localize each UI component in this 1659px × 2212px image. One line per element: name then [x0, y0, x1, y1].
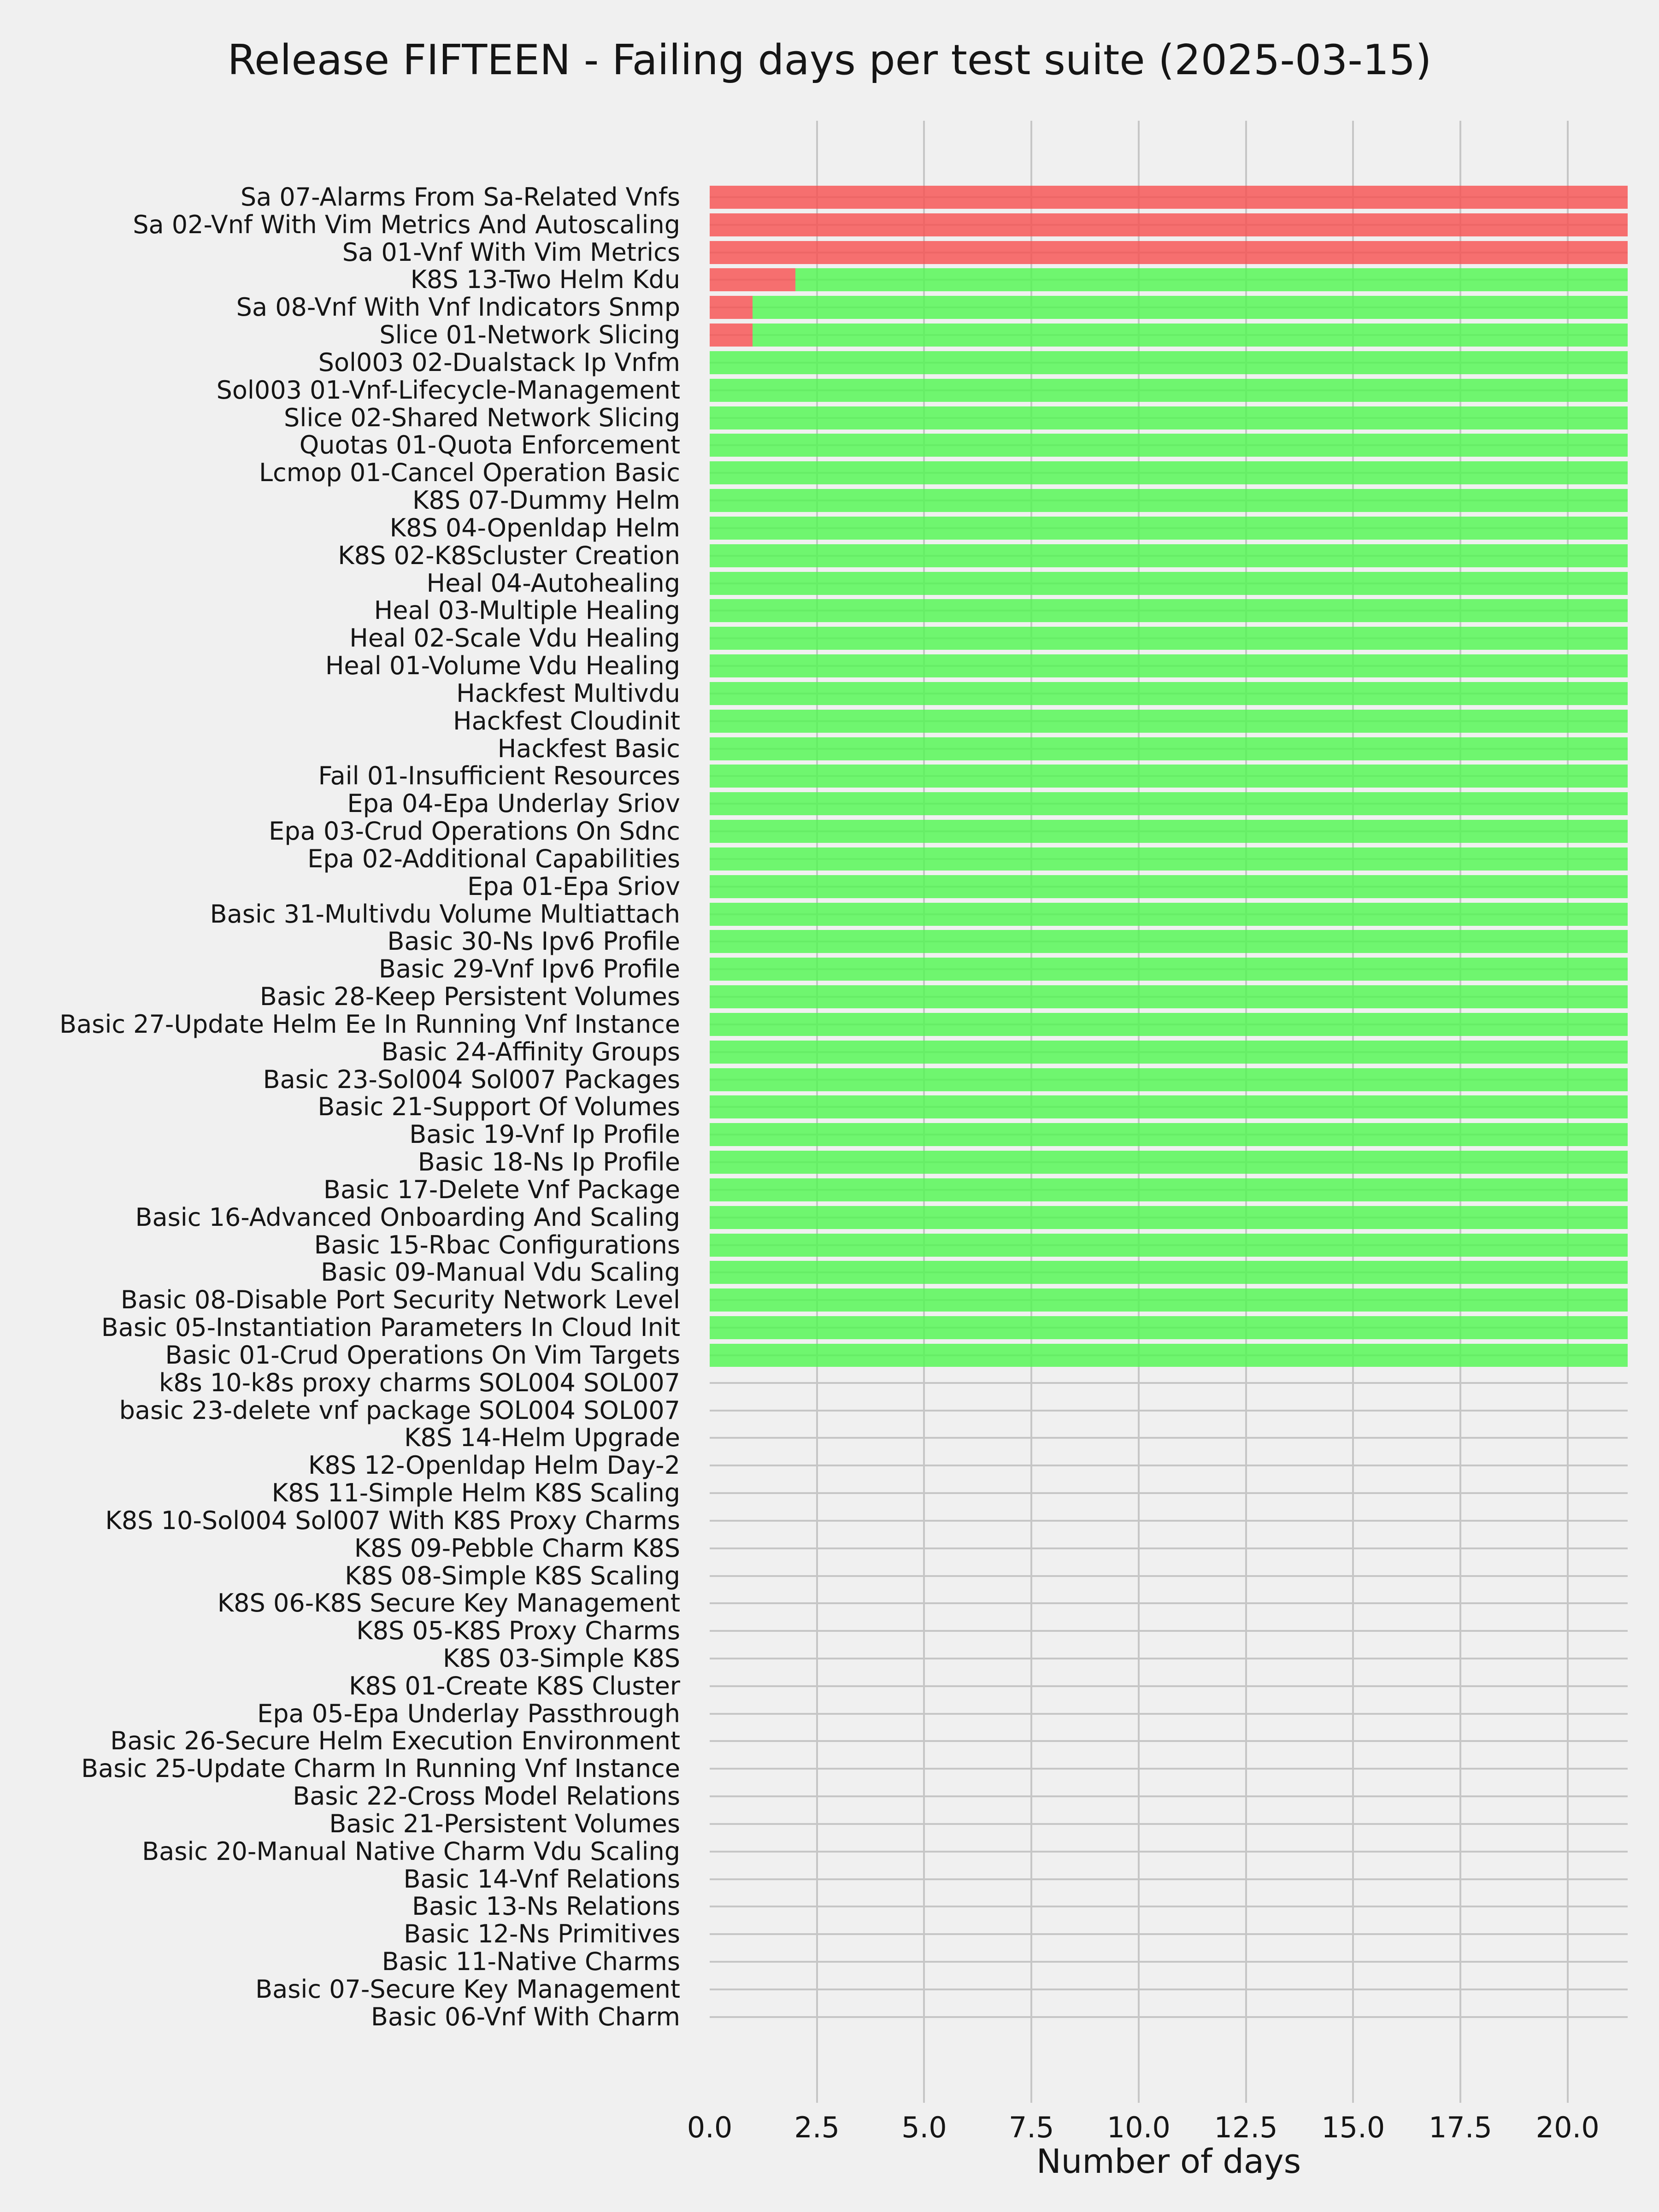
y-axis-tick-label: K8S 10-Sol004 Sol007 With K8S Proxy Charms — [105, 1506, 680, 1535]
bar-failing-segment — [710, 268, 795, 291]
y-axis-tick-label: K8S 13-Two Helm Kdu — [410, 265, 680, 294]
bar-passing-segment — [710, 1095, 1628, 1118]
y-axis-tick-label: Epa 01-Epa Sriov — [467, 871, 680, 901]
y-axis-tick-label: Basic 14-Vnf Relations — [403, 1864, 680, 1894]
bar-passing-segment — [710, 792, 1628, 815]
bar-passing-segment — [710, 627, 1628, 650]
bar-passing-segment — [710, 682, 1628, 705]
gridline-horizontal — [710, 1382, 1628, 1384]
y-axis-tick-label: Basic 25-Update Charm In Running Vnf Instance — [81, 1754, 680, 1783]
bar-passing-segment — [795, 268, 1628, 291]
y-axis-tick-label: Fail 01-Insufficient Resources — [318, 761, 680, 791]
x-axis-tick-label: 7.5 — [1008, 2111, 1054, 2144]
y-axis-tick-label: Basic 07-Secure Key Management — [255, 1974, 680, 2004]
bar-passing-segment — [710, 489, 1628, 512]
y-axis-tick-label: K8S 03-Simple K8S — [442, 1643, 680, 1673]
y-axis-tick-label: Basic 11-Native Charms — [382, 1947, 680, 1977]
gridline-horizontal — [710, 2016, 1628, 2018]
y-axis-tick-label: K8S 11-Simple Helm K8S Scaling — [271, 1478, 680, 1507]
bar-passing-segment — [753, 296, 1628, 319]
y-axis-tick-label: Basic 24-Affinity Groups — [381, 1037, 680, 1066]
bar-passing-segment — [710, 406, 1628, 429]
bar-passing-segment — [710, 1234, 1628, 1257]
y-axis-tick-label: K8S 07-Dummy Helm — [412, 486, 680, 515]
y-axis-tick-label: Heal 02-Scale Vdu Healing — [349, 624, 680, 653]
bar-passing-segment — [710, 1344, 1628, 1367]
y-axis-tick-label: Lcmop 01-Cancel Operation Basic — [259, 458, 680, 488]
gridline-horizontal — [710, 1795, 1628, 1797]
plot-area — [710, 121, 1628, 2103]
gridline-horizontal — [710, 1630, 1628, 1632]
bar-passing-segment — [710, 847, 1628, 871]
bar-failing-segment — [710, 296, 753, 319]
y-axis-tick-label: Sol003 02-Dualstack Ip Vnfm — [318, 347, 680, 377]
gridline-horizontal — [710, 1547, 1628, 1549]
y-axis-tick-label: Basic 28-Keep Persistent Volumes — [259, 982, 680, 1012]
y-axis-tick-label: Basic 09-Manual Vdu Scaling — [321, 1258, 680, 1287]
y-axis-tick-label: Basic 22-Cross Model Relations — [293, 1782, 680, 1811]
bar-failing-segment — [710, 324, 753, 347]
y-axis-tick-label: Basic 30-Ns Ipv6 Profile — [387, 927, 680, 956]
y-axis-tick-label: Basic 21-Persistent Volumes — [329, 1809, 680, 1838]
y-axis-tick-label: Sa 02-Vnf With Vim Metrics And Autoscaling — [133, 210, 680, 239]
gridline-horizontal — [710, 1768, 1628, 1770]
y-axis-tick-label: Basic 20-Manual Native Charm Vdu Scaling — [142, 1836, 680, 1866]
bar-passing-segment — [710, 1013, 1628, 1036]
y-axis-tick-label: Slice 01-Network Slicing — [379, 320, 680, 350]
gridline-horizontal — [710, 1933, 1628, 1935]
bar-passing-segment — [710, 985, 1628, 1008]
x-axis-tick-label: 17.5 — [1428, 2111, 1492, 2144]
y-axis-tick-label: Basic 29-Vnf Ipv6 Profile — [378, 954, 680, 984]
y-axis-tick-label: Basic 23-Sol004 Sol007 Packages — [263, 1065, 680, 1094]
y-axis-tick-label: K8S 05-K8S Proxy Charms — [356, 1616, 680, 1646]
y-axis-tick-label: Slice 02-Shared Network Slicing — [284, 403, 680, 432]
bar-passing-segment — [710, 820, 1628, 843]
y-axis-tick-label: Basic 15-Rbac Configurations — [314, 1230, 680, 1259]
x-axis-tick-label: 20.0 — [1535, 2111, 1600, 2144]
gridline-horizontal — [710, 1740, 1628, 1742]
y-axis-tick-label: Basic 21-Support Of Volumes — [318, 1092, 680, 1122]
y-axis-tick-label: K8S 04-Openldap Helm — [389, 513, 680, 542]
x-axis-tick-label: 5.0 — [901, 2111, 947, 2144]
bar-passing-segment — [710, 379, 1628, 402]
gridline-horizontal — [710, 1961, 1628, 1963]
bar-passing-segment — [710, 875, 1628, 898]
y-axis-tick-label: Basic 27-Update Helm Ee In Running Vnf Instance — [59, 1009, 680, 1039]
y-axis-tick-label: K8S 12-Openldap Helm Day-2 — [308, 1451, 680, 1480]
gridline-horizontal — [710, 1823, 1628, 1825]
gridline-horizontal — [710, 1988, 1628, 1990]
x-axis-tick-label: 12.5 — [1214, 2111, 1278, 2144]
y-axis-tick-label: Heal 04-Autohealing — [426, 568, 680, 598]
gridline-horizontal — [710, 1492, 1628, 1494]
bar-passing-segment — [710, 1288, 1628, 1312]
chart-title: Release FIFTEEN - Failing days per test suite (2025-03-15) — [227, 36, 1432, 84]
y-axis-tick-label: Basic 17-Delete Vnf Package — [323, 1175, 680, 1204]
y-axis-tick-label: Hackfest Cloudinit — [453, 706, 680, 735]
y-axis-tick-label: basic 23-delete vnf package SOL004 SOL007 — [119, 1395, 680, 1425]
bar-passing-segment — [710, 1068, 1628, 1091]
bar-passing-segment — [710, 517, 1628, 540]
bar-passing-segment — [710, 461, 1628, 484]
gridline-horizontal — [710, 1575, 1628, 1577]
bar-passing-segment — [710, 1041, 1628, 1064]
y-axis-tick-label: Sa 01-Vnf With Vim Metrics — [342, 237, 680, 267]
y-axis-tick-label: K8S 06-K8S Secure Key Management — [217, 1588, 680, 1618]
bar-failing-segment — [710, 241, 1628, 264]
y-axis-tick-label: Sol003 01-Vnf-Lifecycle-Management — [216, 375, 680, 405]
gridline-horizontal — [710, 1602, 1628, 1604]
x-axis-tick-label: 10.0 — [1106, 2111, 1171, 2144]
bar-passing-segment — [710, 544, 1628, 567]
y-axis-tick-label: Epa 04-Epa Underlay Sriov — [347, 789, 680, 818]
y-axis-tick-label: Basic 31-Multivdu Volume Multiattach — [210, 899, 680, 929]
gridline-horizontal — [710, 1878, 1628, 1880]
y-axis-tick-label: K8S 09-Pebble Charm K8S — [354, 1533, 680, 1563]
bar-passing-segment — [710, 903, 1628, 926]
x-axis-tick-label: 0.0 — [687, 2111, 733, 2144]
y-axis-tick-label: Basic 16-Advanced Onboarding And Scaling — [135, 1202, 680, 1232]
x-axis-tick-label: 2.5 — [794, 2111, 840, 2144]
y-axis-tick-label: K8S 14-Helm Upgrade — [404, 1423, 680, 1453]
gridline-horizontal — [710, 1906, 1628, 1907]
bar-passing-segment — [710, 1261, 1628, 1284]
y-axis-tick-label: Hackfest Basic — [497, 734, 680, 763]
bar-passing-segment — [710, 572, 1628, 595]
y-axis-tick-label: Basic 12-Ns Primitives — [404, 1919, 680, 1949]
gridline-horizontal — [710, 1713, 1628, 1715]
bar-passing-segment — [710, 710, 1628, 733]
y-axis-tick-label: Heal 01-Volume Vdu Healing — [325, 651, 680, 681]
bar-passing-segment — [710, 1206, 1628, 1229]
y-axis-tick-label: Basic 18-Ns Ip Profile — [418, 1147, 680, 1177]
bar-failing-segment — [710, 213, 1628, 236]
gridline-horizontal — [710, 1851, 1628, 1853]
bar-passing-segment — [710, 958, 1628, 981]
gridline-horizontal — [710, 1410, 1628, 1412]
y-axis-tick-label: Heal 03-Multiple Healing — [374, 596, 680, 625]
y-axis-tick-label: Basic 08-Disable Port Security Network Level — [120, 1285, 680, 1315]
y-axis-tick-label: Epa 02-Additional Capabilities — [307, 844, 680, 873]
bar-passing-segment — [710, 765, 1628, 788]
y-axis-tick-label: Sa 07-Alarms From Sa-Related Vnfs — [240, 182, 680, 212]
bar-passing-segment — [710, 1316, 1628, 1339]
y-axis-tick-label: Basic 06-Vnf With Charm — [371, 2002, 680, 2031]
y-axis-tick-label: Epa 03-Crud Operations On Sdnc — [269, 817, 680, 846]
y-axis-tick-label: Basic 05-Instantiation Parameters In Cloud Init — [101, 1313, 680, 1342]
bar-passing-segment — [710, 1151, 1628, 1174]
bar-failing-segment — [710, 186, 1628, 209]
y-axis-tick-label: Sa 08-Vnf With Vnf Indicators Snmp — [236, 293, 680, 322]
y-axis-tick-label: Epa 05-Epa Underlay Passthrough — [257, 1699, 680, 1728]
y-axis-tick-label: K8S 08-Simple K8S Scaling — [345, 1561, 680, 1590]
y-axis-tick-label: Basic 19-Vnf Ip Profile — [409, 1120, 680, 1149]
bar-passing-segment — [710, 351, 1628, 374]
bar-passing-segment — [710, 930, 1628, 953]
x-axis-tick-label: 15.0 — [1321, 2111, 1385, 2144]
gridline-horizontal — [710, 1465, 1628, 1466]
gridline-horizontal — [710, 1437, 1628, 1439]
y-axis-tick-label: k8s 10-k8s proxy charms SOL004 SOL007 — [159, 1368, 680, 1397]
gridline-horizontal — [710, 1520, 1628, 1522]
y-axis-tick-label: Basic 13-Ns Relations — [412, 1892, 680, 1921]
bar-passing-segment — [710, 1123, 1628, 1146]
gridline-horizontal — [710, 1685, 1628, 1687]
bar-passing-segment — [710, 654, 1628, 677]
bar-passing-segment — [710, 737, 1628, 760]
y-axis-tick-label: Hackfest Multivdu — [456, 678, 680, 708]
gridline-horizontal — [710, 1658, 1628, 1659]
y-axis-tick-label: Basic 01-Crud Operations On Vim Targets — [165, 1340, 680, 1370]
bar-passing-segment — [753, 324, 1628, 347]
y-axis-tick-label: Quotas 01-Quota Enforcement — [299, 430, 680, 460]
y-axis-tick-label: Basic 26-Secure Helm Execution Environment — [110, 1726, 680, 1756]
x-axis-label: Number of days — [1036, 2142, 1301, 2181]
bar-passing-segment — [710, 434, 1628, 457]
bar-passing-segment — [710, 1178, 1628, 1201]
y-axis-tick-label: K8S 02-K8Scluster Creation — [338, 541, 680, 570]
bar-passing-segment — [710, 599, 1628, 622]
y-axis-tick-label: K8S 01-Create K8S Cluster — [349, 1671, 680, 1700]
